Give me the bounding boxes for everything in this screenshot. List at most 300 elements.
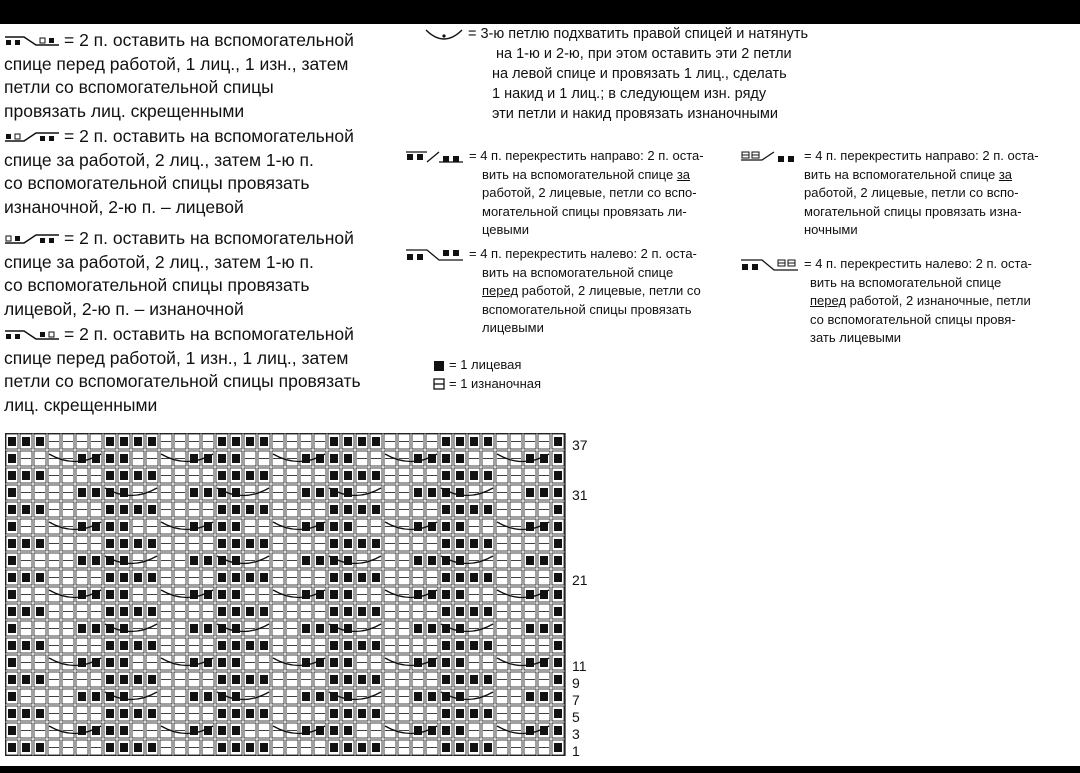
legend-line: эти петли и накид провязать изнаночными [492,106,778,122]
legend-line: со вспомогательной спицы провязать [4,173,310,193]
knit-mark [526,488,534,497]
knit-mark [442,709,450,718]
knit-mark [414,556,422,565]
knit-mark [330,675,338,684]
knit-mark [330,522,338,531]
knit-mark [148,607,156,616]
knit-mark [358,573,366,582]
knit-mark [120,454,128,463]
knit-mark [470,539,478,548]
knit-mark [232,590,240,599]
knit-mark [8,641,16,650]
knit-mark [8,675,16,684]
knit-mark [148,539,156,548]
knit-mark [22,573,30,582]
knit-mark [442,522,450,531]
cable-left-knit-icon [405,248,465,262]
knit-mark [554,573,562,582]
knit-mark [344,709,352,718]
knit-mark [120,505,128,514]
knit-mark [540,488,548,497]
knit-mark [8,437,16,446]
legend-line: работой, 2 лицевые, петли со [518,283,701,298]
knit-mark [484,505,492,514]
knit-mark [456,539,464,548]
knit-mark [36,709,44,718]
knit-mark [120,573,128,582]
legend-line: спице перед работой, 1 лиц., 1 изн., затем [4,53,349,74]
knit-mark [218,607,226,616]
legend-line: ночными [804,222,858,237]
knit-mark [302,488,310,497]
knit-mark [316,556,324,565]
knit-mark [134,607,142,616]
knit-mark [456,709,464,718]
bottom-bar [0,766,1080,773]
knit-mark [456,743,464,752]
knit-mark [540,624,548,633]
cable-left-purl-icon [740,258,800,272]
knit-mark [554,743,562,752]
knit-mark [330,505,338,514]
knit-mark [36,641,44,650]
legend-line: = 4 п. перекрестить налево: 2 п. оста- [469,246,697,261]
legend-line: вить на вспомогательной спице [804,166,999,182]
cross-right-twisted-icon [4,35,60,47]
knit-mark [36,505,44,514]
knit-mark [36,539,44,548]
knit-mark [428,624,436,633]
row-number: 1 [572,743,580,759]
legend-line: лицевой, 2-ю п. – изнаночной [4,298,244,319]
knit-mark [190,488,198,497]
underlined-word: перед [810,293,847,308]
knit-mark [22,641,30,650]
knitting-chart [5,433,567,756]
knit-mark [78,556,86,565]
knit-mark [22,709,30,718]
knit-mark [456,505,464,514]
knit-mark [554,556,562,565]
knit-mark [232,726,240,735]
knit-mark [554,726,562,735]
knit-mark [484,743,492,752]
knit-mark [302,692,310,701]
row-number: 9 [572,675,580,691]
knit-mark [8,488,16,497]
knit-mark [120,607,128,616]
row-number: 11 [572,658,587,674]
legend-line: вить на вспомогательной спице [810,274,1002,290]
knit-mark [218,539,226,548]
knit-mark [428,556,436,565]
knit-mark [218,573,226,582]
knit-mark [106,658,114,667]
cable-right-purl-icon [740,150,800,164]
knit-mark [358,709,366,718]
knit-mark [134,641,142,650]
knit-mark [134,573,142,582]
knit-mark [190,556,198,565]
knit-mark [106,641,114,650]
legend-line: провязать лиц. скрещенными [4,100,245,121]
knit-mark [106,573,114,582]
knit-mark [554,505,562,514]
knit-mark [372,641,380,650]
knit-mark [442,641,450,650]
knit-mark [344,743,352,752]
knit-mark [526,556,534,565]
legend-line: петли со вспомогательной спицы [4,77,274,97]
knit-mark [456,658,464,667]
knit-mark [358,675,366,684]
knit-mark [8,726,16,735]
knit-mark [526,624,534,633]
knit-mark [358,539,366,548]
knit-mark [470,641,478,650]
knit-mark [540,692,548,701]
knit-mark [134,437,142,446]
knit-mark [260,505,268,514]
knit-mark [456,437,464,446]
knit-mark [246,573,254,582]
knit-mark [148,573,156,582]
knit-mark [120,539,128,548]
knit-mark [204,556,212,565]
knit-mark [8,709,16,718]
knit-mark [456,641,464,650]
knit-mark [372,709,380,718]
knit-mark [232,505,240,514]
knit-mark [134,471,142,480]
knit-mark [330,709,338,718]
knit-mark [330,437,338,446]
knit-mark [358,505,366,514]
knit-mark [8,743,16,752]
knit-mark [554,488,562,497]
cross-left-purl-knit-icon [4,233,60,245]
knit-mark [456,726,464,735]
knit-mark [148,743,156,752]
knit-mark [372,743,380,752]
legend-line: работой, 2 лицевые, петли со вспо- [482,185,697,200]
knit-mark [470,607,478,616]
knit-mark [330,590,338,599]
knit-mark [330,743,338,752]
legend-line: спице перед работой, 1 изн., 1 лиц., затем [4,347,349,368]
knit-mark [22,505,30,514]
knit-mark [344,539,352,548]
knit-mark [120,471,128,480]
knit-mark [554,658,562,667]
knit-mark [148,505,156,514]
knit-mark [92,488,100,497]
knit-mark [344,658,352,667]
knit-mark [92,624,100,633]
knit-mark [554,641,562,650]
knit-mark [218,522,226,531]
legend-line: = 2 п. оставить на вспомогательной [64,126,354,146]
knit-mark [148,471,156,480]
legend-line: = 2 п. оставить на вспомогательной [64,30,354,50]
knit-mark [92,692,100,701]
knit-mark [204,488,212,497]
legend-line: петли со вспомогательной спицы провязать [4,371,361,391]
knit-mark [372,471,380,480]
legend-line: = 4 п. перекрестить направо: 2 п. оста- [804,148,1039,163]
legend-line: могательной спицы провязать изна- [804,203,1022,219]
knit-mark [330,539,338,548]
knit-mark [106,590,114,599]
knit-mark [484,607,492,616]
knit-mark [344,522,352,531]
knit-mark [134,505,142,514]
knit-mark [442,675,450,684]
knit-mark [470,675,478,684]
knit-mark [260,709,268,718]
knit-mark [232,454,240,463]
knit-mark [344,607,352,616]
knit-mark [78,624,86,633]
legend-right-item-2 [740,255,1032,348]
knit-mark [442,539,450,548]
knit-mark [120,437,128,446]
knit-mark [442,437,450,446]
legend-top-mid [424,24,884,124]
legend-right-item-1 [740,147,1039,240]
knit-mark [246,675,254,684]
cable-right-knit-icon [405,150,465,164]
legend-line: вить на вспомогательной спице [482,264,674,280]
knit-mark [344,471,352,480]
knit-mark [372,539,380,548]
knit-mark [554,471,562,480]
knit-mark [218,437,226,446]
knit-mark [120,641,128,650]
legend-line: = 3-ю петлю подхватить правой спицей и натянуть [468,26,809,42]
knit-mark [414,692,422,701]
knit-mark [36,573,44,582]
knit-mark [8,454,16,463]
knit-mark [232,658,240,667]
knit-mark [8,692,16,701]
knit-mark [442,505,450,514]
knit-mark [246,539,254,548]
knit-mark [456,522,464,531]
knit-mark [316,692,324,701]
knit-mark [120,522,128,531]
knit-mark [218,743,226,752]
knit-mark [232,709,240,718]
knit-square-icon [433,360,445,372]
legend-line: на 1-ю и 2-ю, при этом оставить эти 2 петли [496,46,792,62]
knit-mark [344,505,352,514]
legend-line: 1 накид и 1 лиц.; в следующем изн. ряду [492,86,767,102]
knit-mark [246,607,254,616]
pull-over-arc-icon [424,26,464,42]
knit-mark [8,573,16,582]
knit-mark [260,539,268,548]
legend-key [433,356,541,393]
legend-line: = 4 п. перекрестить направо: 2 п. оста- [469,148,704,163]
legend-item-1 [4,29,354,123]
row-number: 7 [572,692,580,708]
underlined-word: за [676,166,691,182]
knit-mark [554,590,562,599]
legend-line: со вспомогательной спицы провязать [4,275,310,295]
legend-line: изнаночной, 2-ю п. – лицевой [4,196,244,217]
knit-mark [134,709,142,718]
knit-mark [8,607,16,616]
knit-mark [484,675,492,684]
knit-mark [36,607,44,616]
knit-mark [554,437,562,446]
knit-mark [526,692,534,701]
purl-square-icon [433,378,445,390]
knit-mark [358,471,366,480]
knit-mark [218,454,226,463]
knit-mark [456,454,464,463]
legend-item-2 [4,125,354,219]
knit-mark [344,675,352,684]
knit-mark [148,675,156,684]
legend-line: могательной спицы провязать ли- [482,203,687,219]
knit-mark [218,471,226,480]
knit-mark [106,505,114,514]
knit-mark [232,437,240,446]
knit-mark [330,726,338,735]
knit-mark [8,505,16,514]
knit-mark [232,675,240,684]
knit-mark [428,692,436,701]
knit-mark [8,624,16,633]
knit-mark [246,437,254,446]
knit-mark [232,522,240,531]
knit-mark [260,573,268,582]
knit-mark [344,726,352,735]
knit-mark [92,556,100,565]
knit-mark [36,437,44,446]
knit-mark [22,539,30,548]
knit-mark [246,471,254,480]
knit-mark [106,607,114,616]
knit-mark [330,454,338,463]
row-number: 21 [572,572,588,588]
knit-mark [232,471,240,480]
knit-mark [260,437,268,446]
knit-mark [358,641,366,650]
legend-line: лицевыми [482,320,544,335]
knit-mark [554,675,562,684]
legend-line: со вспомогательной спицы провя- [810,311,1016,327]
legend-line: цевыми [482,222,529,237]
knit-mark [8,556,16,565]
knit-mark [260,675,268,684]
underlined-word: за [998,166,1013,182]
knit-mark [442,743,450,752]
knit-mark [540,556,548,565]
underlined-word: перед [482,283,519,298]
knit-mark [330,471,338,480]
knit-mark [8,658,16,667]
knit-mark [344,641,352,650]
knit-mark [260,607,268,616]
knit-mark [218,590,226,599]
knit-mark [246,709,254,718]
row-number: 31 [572,487,588,503]
knit-mark [372,505,380,514]
legend-line: = 2 п. оставить на вспомогательной [64,324,354,344]
knit-mark [106,726,114,735]
knit-mark [204,692,212,701]
knit-mark [442,590,450,599]
knit-mark [442,658,450,667]
knit-mark [442,471,450,480]
knit-mark [344,454,352,463]
knit-mark [344,437,352,446]
knit-mark [120,658,128,667]
knit-mark [358,743,366,752]
key-text: = 1 изнаночная [449,375,542,391]
knit-mark [120,743,128,752]
knit-mark [372,607,380,616]
knit-mark [218,641,226,650]
legend-line: = 4 п. перекрестить налево: 2 п. оста- [804,256,1032,271]
knit-mark [484,709,492,718]
knit-mark [470,743,478,752]
knit-mark [484,471,492,480]
knit-mark [36,743,44,752]
legend-item-3 [4,227,354,321]
cross-left-knit-purl-icon [4,131,60,143]
knit-mark [456,471,464,480]
knit-mark [106,471,114,480]
knit-mark [344,590,352,599]
knit-mark [330,573,338,582]
knit-mark [190,692,198,701]
knit-mark [372,675,380,684]
knit-mark [470,709,478,718]
knit-mark [106,539,114,548]
knit-mark [456,573,464,582]
legend-line: работой, 2 изнаночные, петли [846,293,1031,308]
row-number: 37 [572,437,588,453]
knit-mark [470,573,478,582]
knit-mark [22,743,30,752]
knit-mark [484,539,492,548]
knit-mark [106,709,114,718]
knit-mark [134,743,142,752]
knit-mark [442,607,450,616]
knit-mark [330,658,338,667]
knit-mark [442,573,450,582]
knit-mark [554,709,562,718]
knit-mark [36,471,44,480]
knit-mark [148,437,156,446]
legend-item-4 [4,323,361,417]
knit-mark [120,675,128,684]
knit-mark [554,607,562,616]
knit-mark [554,522,562,531]
knit-mark [120,726,128,735]
knit-mark [484,641,492,650]
knit-mark [36,675,44,684]
row-number: 3 [572,726,580,742]
knit-mark [554,454,562,463]
knit-mark [134,675,142,684]
knit-mark [330,641,338,650]
knit-mark [414,488,422,497]
